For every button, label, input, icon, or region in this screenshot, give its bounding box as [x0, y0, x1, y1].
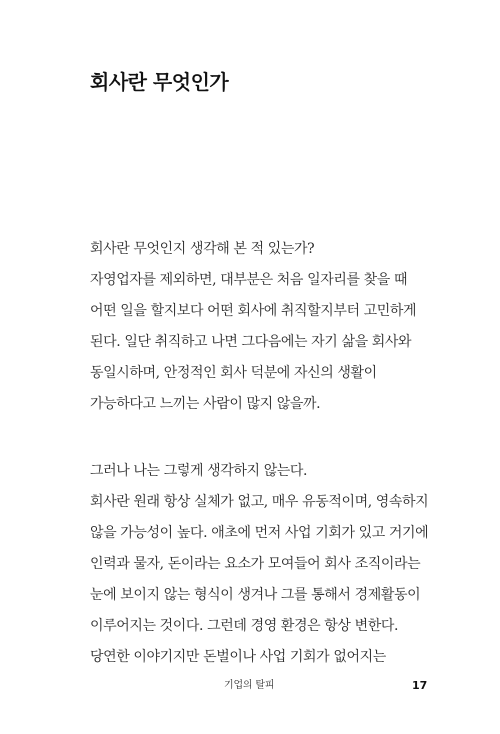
text-line: 눈에 보이지 않는 형식이 생겨나 그를 통해서 경제활동이	[90, 587, 421, 603]
text-line: 어떤 일을 할지보다 어떤 회사에 취직할지부터 고민하게	[90, 303, 417, 319]
text-line: 자영업자를 제외하면, 대부분은 처음 일자리를 찾을 때	[90, 272, 408, 288]
text-line: 이루어지는 것이다. 그런데 경영 환경은 항상 변한다.	[90, 618, 399, 634]
text-line: 그러나 나는 그렇게 생각하지 않는다.	[90, 463, 308, 479]
text-line: 인력과 물자, 돈이라는 요소가 모여들어 회사 조직이라는	[90, 556, 421, 572]
page-number: 17	[412, 679, 428, 692]
text-line: 당연한 이야기지만 돈벌이나 사업 기회가 없어지는	[90, 649, 386, 665]
text-line: 회사란 무엇인지 생각해 본 적 있는가?	[90, 241, 315, 257]
text-line: 가능하다고 느끼는 사람이 많지 않을까.	[90, 396, 321, 412]
body-text	[90, 234, 450, 673]
text-line: 않을 가능성이 높다. 애초에 먼저 사업 기회가 있고 거기에	[90, 525, 429, 541]
running-title: 기업의 탈피	[224, 680, 275, 691]
text-line: 회사란 원래 항상 실체가 없고, 매우 유동적이며, 영속하지	[90, 494, 429, 510]
page-footer	[0, 678, 500, 694]
text-line: 동일시하며, 안정적인 회사 덕분에 자신의 생활이	[90, 365, 377, 381]
chapter-title: 회사란 무엇인가	[90, 70, 229, 94]
text-line: 된다. 일단 취직하고 나면 그다음에는 자기 삶을 회사와	[90, 334, 412, 350]
paragraph	[90, 234, 450, 420]
paragraph	[90, 456, 450, 673]
